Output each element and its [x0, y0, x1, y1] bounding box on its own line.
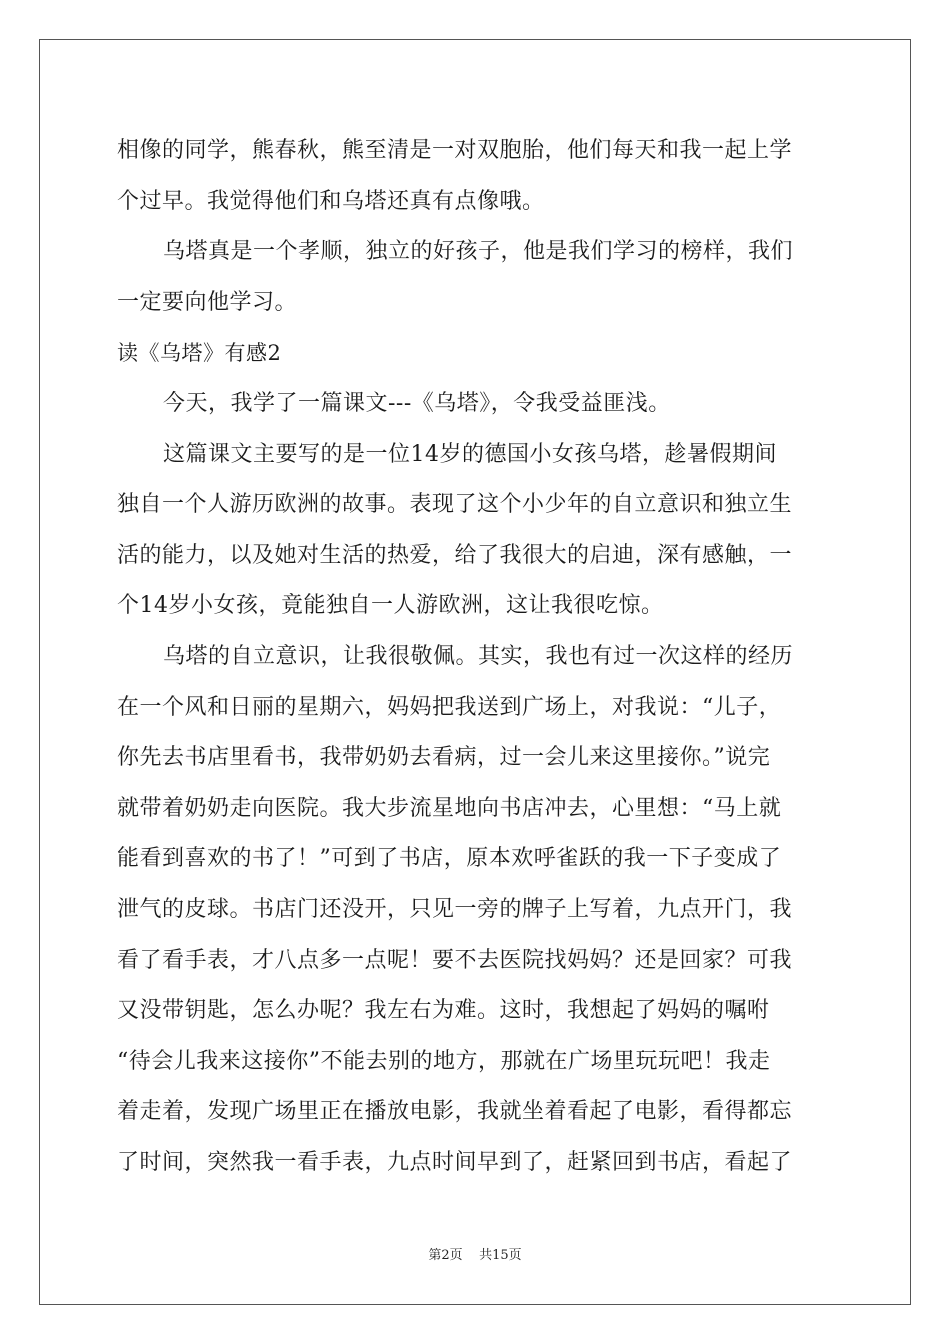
text-line: 独自一个人游历欧洲的故事。表现了这个小少年的自立意识和独立生	[117, 492, 793, 518]
text-line: 能看到喜欢的书了！”可到了书店，原本欢呼雀跃的我一下子变成了	[117, 846, 782, 872]
text-line: 活的能力，以及她对生活的热爱，给了我很大的启迪，深有感触，一	[117, 542, 793, 568]
paragraph-start: 乌塔真是一个孝顺，独立的好孩子，他是我们学习的榜样，我们	[163, 239, 794, 265]
section-heading: 读《乌塔》有感2	[117, 341, 282, 366]
text-line: 相像的同学，熊春秋，熊至清是一对双胞胎，他们每天和我一起上学	[117, 138, 793, 163]
text-line: “待会儿我来这接你”不能去别的地方，那就在广场里玩玩吧！我走	[117, 1048, 771, 1074]
text-line: 一定要向他学习。	[117, 289, 298, 315]
text-line: 就带着奶奶走向医院。我大步流星地向书店冲去，心里想：“马上就	[117, 795, 782, 821]
text-line: 着走着，发现广场里正在播放电影，我就坐着看起了电影，看得都忘	[117, 1099, 793, 1125]
text-line: 个过早。我觉得他们和乌塔还真有点像哦。	[117, 188, 545, 214]
document-body	[117, 126, 835, 1188]
text-line: 了时间，突然我一看手表，九点时间早到了，赶紧回到书店，看起了	[117, 1149, 793, 1175]
text-line: 泄气的皮球。书店门还没开，只见一旁的牌子上写着，九点开门，我	[117, 896, 793, 922]
page-number-footer: 第2页 共15页	[428, 1248, 522, 1263]
text-line: 个14岁小女孩，竟能独自一人游欧洲，这让我很吃惊。	[117, 593, 664, 619]
text-line: 看了看手表，才八点多一点呢！要不去医院找妈妈？还是回家？可我	[117, 947, 793, 973]
text-line: 你先去书店里看书，我带奶奶去看病，过一会儿来这里接你。”说完	[117, 745, 771, 771]
paragraph-start: 乌塔的自立意识，让我很敬佩。其实，我也有过一次这样的经历	[163, 643, 794, 669]
paragraph-start: 这篇课文主要写的是一位14岁的德国小女孩乌塔，趁暑假期间	[163, 441, 777, 467]
paragraph-start: 今天，我学了一篇课文---《乌塔》，令我受益匪浅。	[163, 390, 671, 416]
text-line: 又没带钥匙，怎么办呢？我左右为难。这时，我想起了妈妈的嘱咐	[117, 998, 770, 1024]
text-line: 在一个风和日丽的星期六，妈妈把我送到广场上，对我说：“儿子，	[117, 694, 782, 720]
